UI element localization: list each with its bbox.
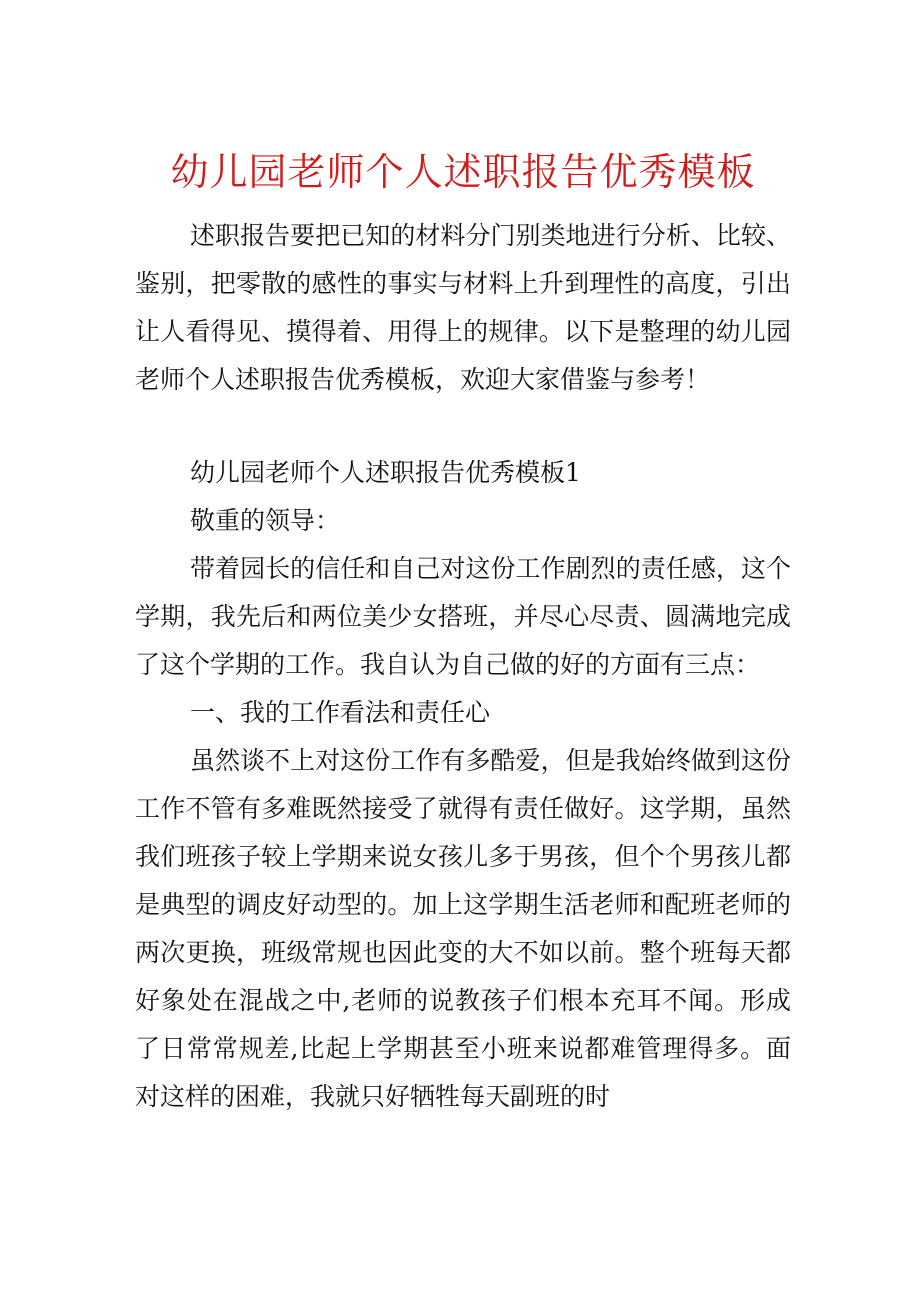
- section-title: 幼儿园老师个人述职报告优秀模板1: [190, 458, 581, 487]
- section-gap: [135, 404, 791, 449]
- document-title: 幼儿园老师个人述职报告优秀模板: [170, 150, 756, 194]
- document-page: [135, 140, 791, 1121]
- body-paragraph-2: 虽然谈不上对这份工作有多酷爱，但是我始终做到这份工作不管有多难既然接受了就得有责任做好。这学期，虽然我们班孩子较上学期来说女孩儿多于男孩，但个个男孩儿都是典型的调皮好动型的。加上这学期生活老师和配班老师的两次更换，班级常规也因此变的大不如以前。整个班每天都好象处在混战之中,老师的说教孩子们根本充耳不闻。形成了日常常规差,比起上学期甚至小班来说都难管理得多。面对这样的困难，我就只好牺牲每天副班的时: [135, 746, 791, 1111]
- point-1-heading: 一、我的工作看法和责任心: [190, 698, 491, 727]
- body-paragraph-1: 带着园长的信任和自己对这份工作剧烈的责任感，这个学期，我先后和两位美少女搭班，并尽心尽责、圆满地完成了这个学期的工作。我自认为自己做的好的方面有三点：: [135, 554, 791, 679]
- intro-paragraph: 述职报告要把已知的材料分门别类地进行分析、比较、鉴别，把零散的感性的事实与材料上升到理性的高度，引出让人看得见、摸得着、用得上的规律。以下是整理的幼儿园老师个人述职报告优秀模板，欢迎大家借鉴与参考！: [135, 221, 791, 394]
- greeting: 敬重的领导：: [190, 506, 341, 535]
